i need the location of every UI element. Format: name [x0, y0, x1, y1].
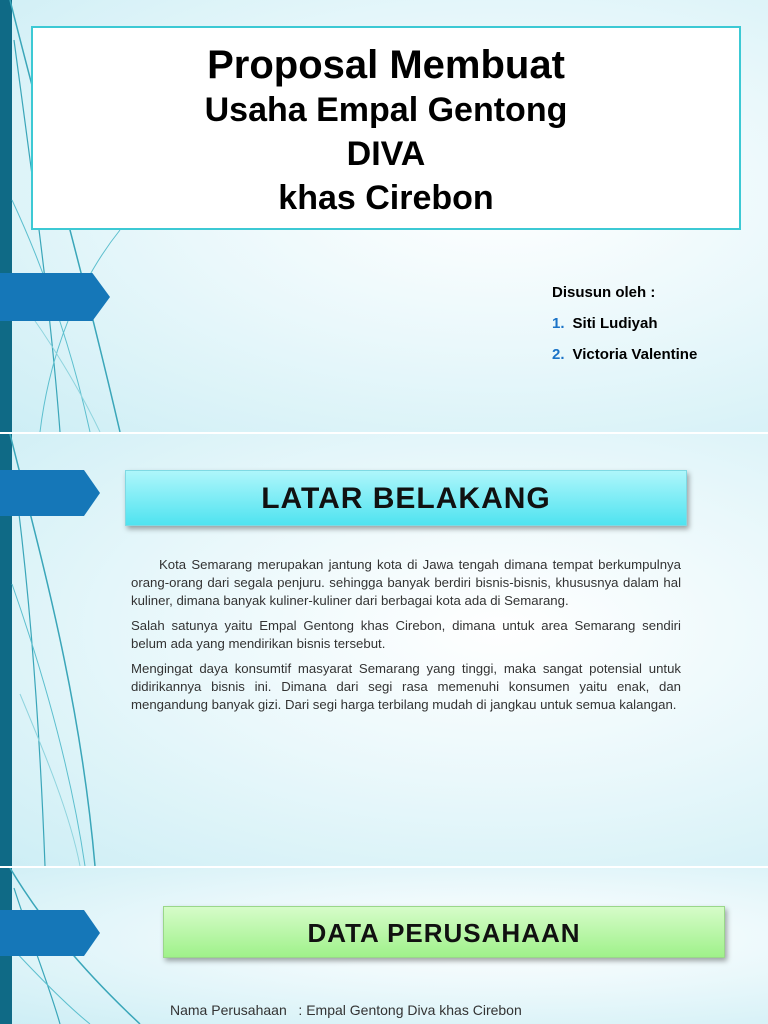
title-line-2: Usaha Empal Gentong	[204, 91, 568, 129]
slide-title	[0, 0, 768, 432]
author-name: Siti Ludiyah	[572, 315, 658, 332]
title-line-4: khas Cirebon	[278, 179, 494, 217]
slide-background	[0, 434, 768, 866]
paragraph: Mengingat daya konsumtif masyarat Semarang yang tinggi, maka sangat potensial untuk didirikannya bisnis ini. Dimana dari segi rasa memenuhi konsumen yaitu enak, dan mengandung banyak gizi. Dari segi harga terbilang mudah di jangkau untuk semua kalangan.	[131, 661, 681, 712]
company-value: : Empal Gentong Diva khas Cirebon	[298, 1002, 522, 1018]
author-name: Victoria Valentine	[572, 346, 698, 363]
latar-belakang-heading: LATAR BELAKANG	[125, 470, 687, 526]
paragraph: Salah satunya yaitu Empal Gentong khas Cirebon, dimana untuk area Semarang sendiri belum ada yang mendirikan bisnis tersebut.	[131, 618, 681, 651]
arrow-marker	[0, 910, 100, 956]
slide-company-data	[0, 868, 768, 1024]
author-item	[552, 346, 697, 363]
company-label: Nama Perusahaan	[170, 1002, 287, 1018]
authors-block	[552, 284, 697, 377]
authors-heading: Disusun oleh :	[552, 284, 656, 301]
title-box	[31, 26, 741, 230]
company-name-row	[170, 1002, 522, 1018]
arrow-marker	[0, 273, 110, 321]
arrow-marker	[0, 470, 100, 516]
author-number: 2.	[552, 346, 565, 363]
background-text	[131, 556, 681, 721]
paragraph: Kota Semarang merupakan jantung kota di Jawa tengah dimana tempat berkumpulnya orang-orang dari segala penjuru. sehingga banyak berdiri bisnis-bisnis, khususnya dalam hal kuliner, dimana banyak kuliner-kuliner dari berbagai kota ada di Semarang.	[131, 557, 681, 608]
author-item	[552, 315, 697, 332]
title-line-3: DIVA	[346, 135, 426, 173]
author-number: 1.	[552, 315, 565, 332]
data-perusahaan-heading: DATA PERUSAHAAN	[163, 906, 725, 958]
title-line-1: Proposal Membuat	[207, 43, 565, 87]
